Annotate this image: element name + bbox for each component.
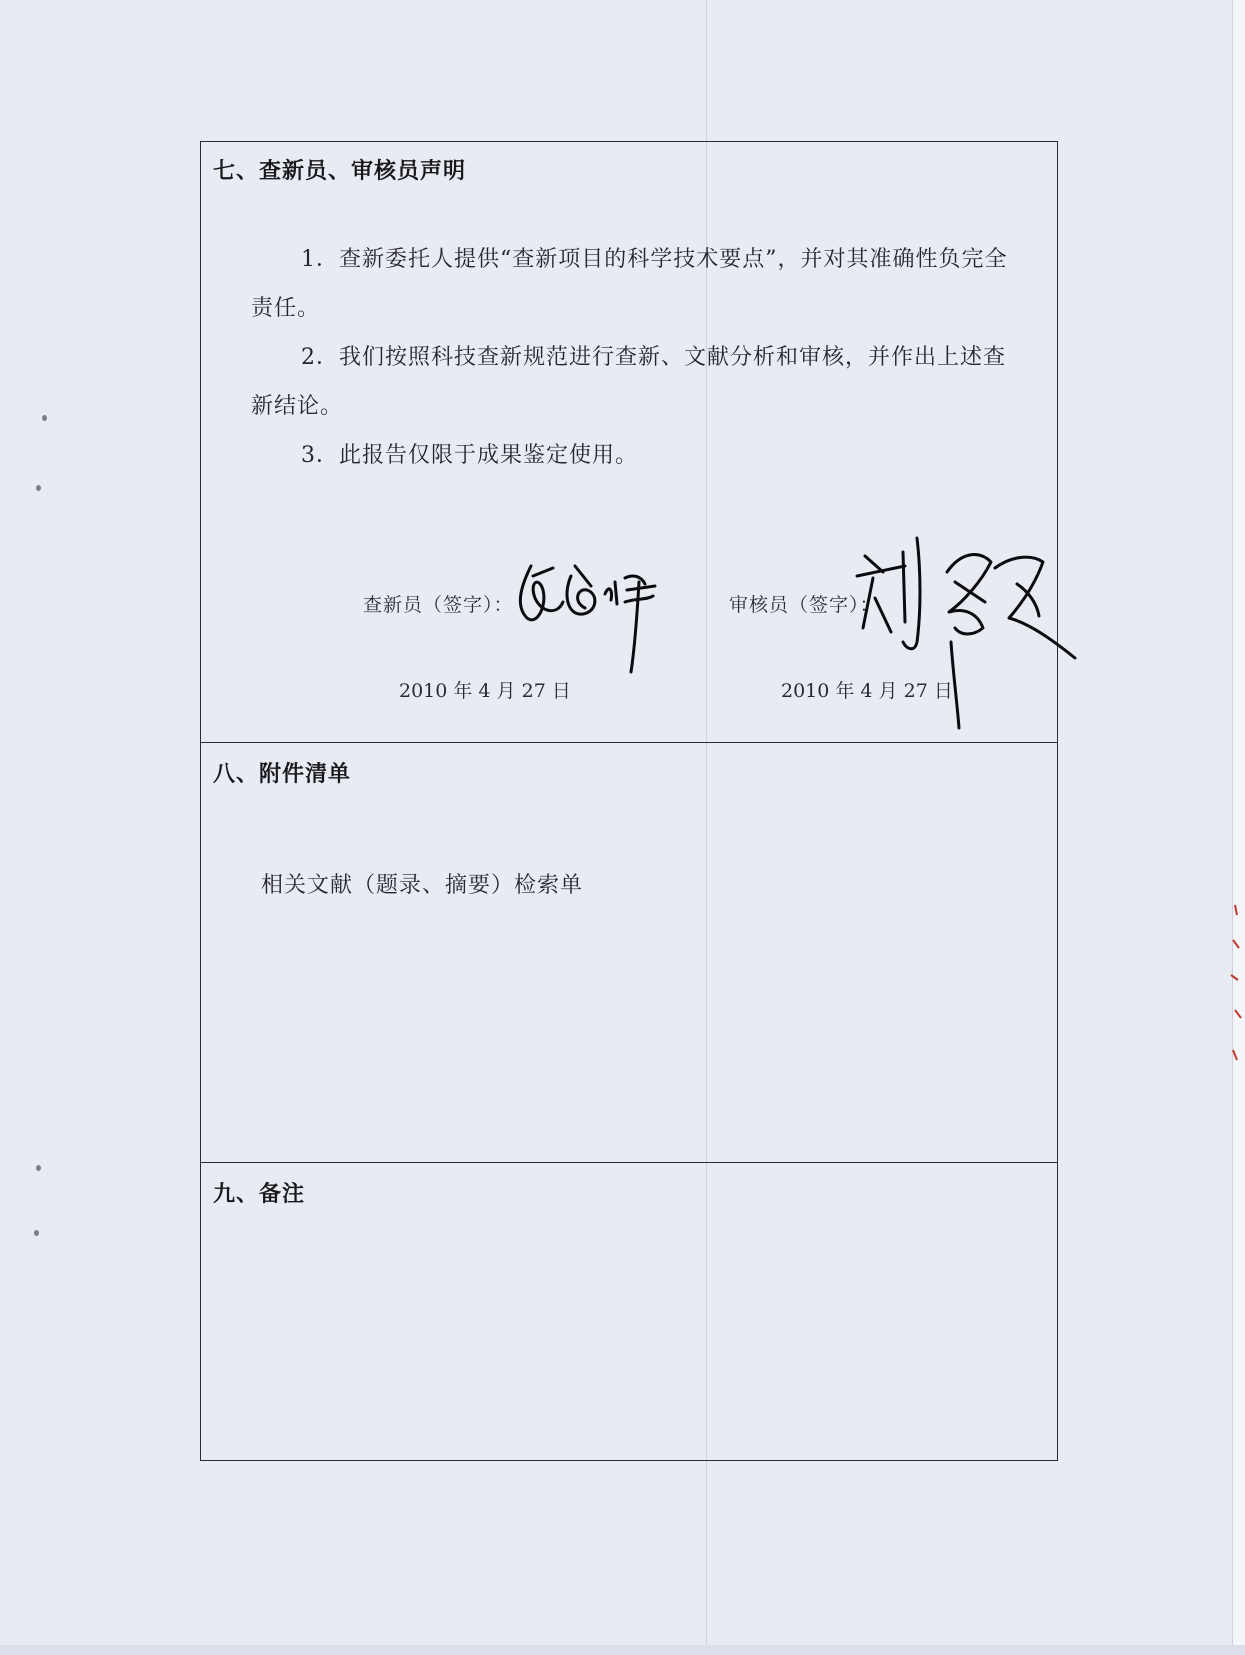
section-heading: 九、备注 — [213, 1182, 306, 1207]
declaration-form-table — [200, 141, 1058, 1461]
punch-hole-mark — [34, 1230, 39, 1236]
section-remarks — [201, 1162, 1057, 1460]
attachment-item: 相关文献（题录、摘要）检索单 — [261, 873, 584, 898]
reviewer-signature-label: 审核员（签字）： — [729, 594, 880, 616]
reviewer-signature-date: 2010 年 4 月 27 日 — [781, 680, 953, 702]
punch-hole-mark — [36, 1165, 41, 1171]
reviewer-handwritten-signature — [851, 532, 1091, 732]
punch-hole-mark — [42, 415, 47, 421]
scan-bottom-band — [0, 1645, 1245, 1655]
declaration-item: 3．此报告仅限于成果鉴定使用。 — [301, 443, 638, 468]
section-heading: 八、附件清单 — [213, 762, 352, 787]
searcher-handwritten-signature — [513, 546, 663, 676]
section-heading: 七、查新员、审核员声明 — [213, 159, 467, 184]
searcher-signature-date: 2010 年 4 月 27 日 — [399, 680, 571, 702]
declaration-item: 1．查新委托人提供“查新项目的科学技术要点”，并对其准确性负完全责任。 — [251, 247, 1008, 321]
searcher-signature-label: 查新员（签字）： — [363, 594, 514, 616]
section-declaration — [201, 142, 1057, 742]
red-edge-mark — [1223, 900, 1243, 1100]
section-attachments — [201, 742, 1057, 1162]
punch-hole-mark — [36, 485, 41, 491]
declaration-item: 2．我们按照科技查新规范进行查新、文献分析和审核，并作出上述查新结论。 — [251, 345, 1006, 419]
paper-edge — [1232, 0, 1245, 1655]
